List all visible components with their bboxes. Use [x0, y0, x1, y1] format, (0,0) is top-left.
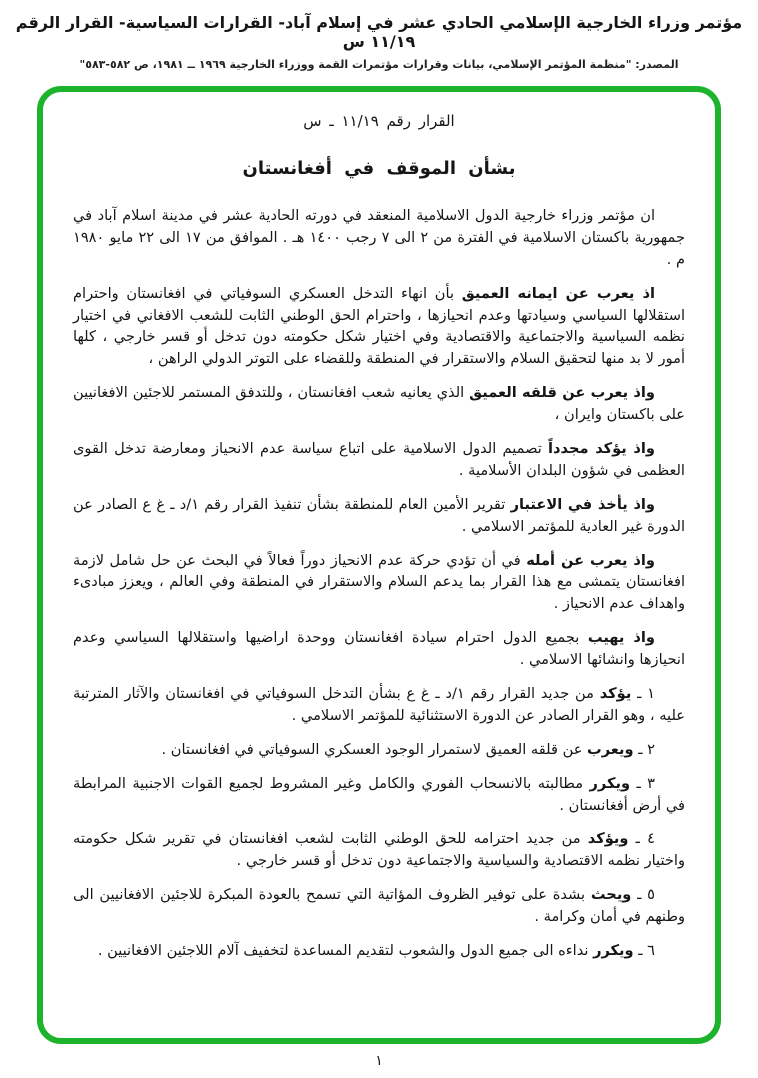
paragraph: [73, 627, 685, 671]
header-title: مؤتمر وزراء الخارجية الإسلامي الحادي عشر في إسلام آباد- القرارات السياسية- القرار الرقم ١١/١٩ س: [15, 13, 743, 51]
paragraph: [73, 550, 685, 616]
paragraph-lead: واذ يؤكد مجدداً: [548, 440, 655, 458]
paragraph: [73, 205, 685, 271]
paragraph-number: ٤ ـ: [628, 830, 655, 848]
paragraph-number: ٢ ـ: [633, 740, 655, 758]
resolution-number: القرار رقم ١١/١٩ ـ س: [303, 112, 455, 130]
paragraph: [73, 683, 685, 727]
paragraph: [73, 828, 685, 872]
paragraph-text: من جديد احترامه للحق الوطني الثابت لشعب افغانستان في تقرير شكل حكومته واختيار نظمه الاقتصادية والسياسية والاجتماعية دون تدخل أو قسر خارجي .: [73, 830, 685, 870]
paragraph-lead: واذ يأخذ في الاعتبار: [510, 495, 656, 513]
document-header: [0, 0, 758, 71]
paragraph-lead: ويعرب: [587, 740, 634, 758]
paragraph: [73, 773, 685, 817]
paragraph-text: مطالبته بالانسحاب الفوري والكامل وغير المشروط لجميع القوات الاجنبية المرابطة في أرض أفغانستان .: [73, 774, 685, 814]
paragraph-lead: يؤكد: [599, 685, 632, 703]
paragraph: [73, 283, 685, 371]
paragraph: [73, 940, 685, 962]
resolution-subject: بشأن الموقف في أفغانستان: [242, 158, 516, 179]
paragraph: [73, 884, 685, 928]
paragraph-text: ان مؤتمر وزراء خارجية الدول الاسلامية المنعقد في دورته الحادية عشر في مدينة اسلام آباد في جمهورية باكستان الاسلامية في الفترة من ٢ الى ٧ رجب ١٤٠٠ هـ . الموافق من ١٧ الى ٢٢ مايو ١٩٨٠ م .: [73, 207, 685, 268]
paragraph-number: ٥ ـ: [631, 886, 655, 904]
paragraph-lead: واذ يعرب عن أمله: [526, 551, 655, 569]
paragraph: [73, 438, 685, 482]
resolution-body: [73, 205, 685, 962]
header-source: المصدر: "منظمة المؤتمر الإسلامي، بيانات وقرارات مؤتمرات القمة ووزراء الخارجية ١٩٦٩ ــ ١٩٨١، ص ٥٨٢-٥٨٣": [79, 58, 679, 71]
paragraph-number: ٣ ـ: [630, 774, 655, 792]
paragraph-lead: واذ يهيب: [587, 629, 655, 647]
paragraph-text: بجميع الدول احترام سيادة افغانستان ووحدة اراضيها واستقلالها السياسي وعدم انحيازها وانشائها الاسلامي .: [73, 629, 685, 669]
paragraph-text: تصميم الدول الاسلامية على اتباع سياسة عدم الانحياز ومعارضة تدخل القوى العظمى في شؤون البلدان الأسلامية .: [73, 440, 685, 479]
paragraph-text: بشدة على توفير الظروف المؤاتية التي تسمح بالعودة المبكرة للاجئين الافغانيين الى وطنهم في أمان وكرامة .: [73, 886, 685, 926]
paragraph-text: نداءه الى جميع الدول والشعوب لتقديم المساعدة لتخفيف آلام اللاجئين الافغانيين .: [97, 942, 594, 960]
paragraph-number: ٦ ـ: [633, 942, 655, 960]
paragraph-lead: اذ يعرب عن ايمانه العميق: [461, 284, 655, 302]
paragraph: [73, 494, 685, 538]
paragraph: [73, 739, 685, 761]
paragraph-text: بأن انهاء التدخل العسكري السوفياتي في افغانستان واحترام استقلالها السياسي وسيادتها وعدم انحيازها ، واحترام الحق الوطني الثابت للشعب الافغاني في اختيار نظمه السياسية والاجتماعية والاقتصادية وفي اختيار شكل حكومته دون تدخل أو قسر خارجي ، كلها أمور لا بد منها لتحقيق السلام والاستقرار في المنطقة وللقضاء على التوتر الدولي الراهن ،: [73, 284, 685, 368]
paragraph-lead: ويؤكد: [587, 830, 629, 848]
paragraph: [73, 382, 685, 426]
paragraph-lead: ويكرر: [593, 942, 634, 960]
paragraph-text: عن قلقه العميق لاستمرار الوجود العسكري السوفياتي في افغانستان .: [161, 740, 588, 758]
paragraph-text: تقرير الأمين العام للمنطقة بشأن تنفيذ القرار رقم ١/د ـ غ ع الصادر عن الدورة غير العادية للمؤتمر الاسلامي .: [73, 495, 685, 535]
paragraph-text: الذي يعانيه شعب افغانستان ، وللتدفق المستمر للاجئين الافغانيين على باكستان وايران ،: [73, 384, 685, 424]
paragraph-text: في أن تؤدي حركة عدم الانحياز دوراً فعالاً في البحث عن حل شامل لازمة افغانستان يتمشى مع هذا القرار بما يدعم السلام والاستقرار في المنطقة وفي العالم ، ويعزز مبادىء واهداف عدم الانحياز .: [73, 551, 685, 613]
paragraph-text: من جديد القرار رقم ١/د ـ غ ع بشأن التدخل السوفياتي في افغانستان والآثار المترتبة عليه ، وهو القرار الصادر عن الدورة الاستثنائية للمؤتمر الاسلامي .: [73, 685, 685, 724]
paragraph-lead: ويحث: [590, 886, 632, 904]
document-frame: [37, 86, 721, 1044]
paragraph-lead: ويكرر: [589, 774, 631, 792]
paragraph-number: ١ ـ: [631, 685, 655, 703]
paragraph-lead: واذ يعرب عن قلقه العميق: [469, 384, 655, 402]
page-number: ١: [375, 1053, 383, 1069]
